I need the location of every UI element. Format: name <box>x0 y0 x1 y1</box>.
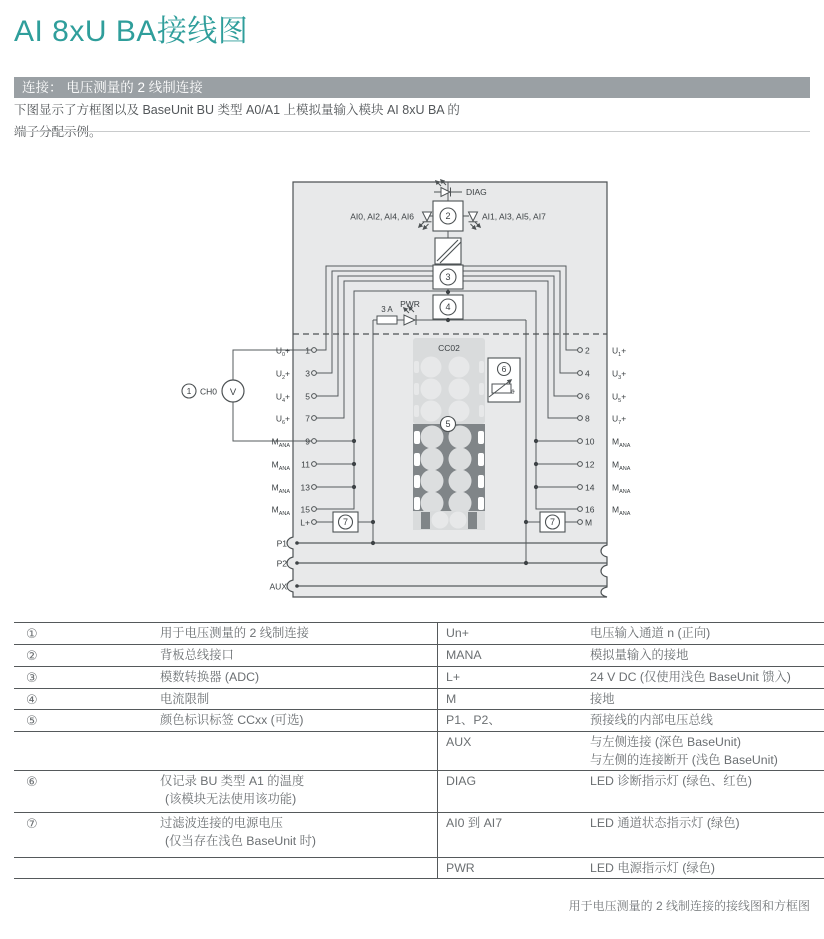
terminal-number: 15 <box>300 504 310 515</box>
legend-term: M <box>438 688 591 710</box>
legend-term-desc: LED 诊断指示灯 (绿色、红色) <box>590 773 752 788</box>
aux-label: AUX <box>269 581 287 592</box>
terminal-number: 2 <box>585 345 590 356</box>
channel-leds-left-label: AI0, AI2, AI4, AI6 <box>350 211 414 222</box>
fuse-label: 3 A <box>381 305 393 314</box>
p1-label: P1 <box>276 538 287 549</box>
terminal-labels-left <box>272 346 291 518</box>
diag-led-label: DIAG <box>466 187 487 197</box>
table-row <box>14 770 824 812</box>
legend-badge: ⑦ <box>14 812 160 857</box>
ch0-label: CH0 <box>200 386 218 397</box>
legend-term: PWR <box>438 857 591 878</box>
table-row <box>14 623 824 645</box>
legend-desc: 模数转换器 (ADC) <box>160 669 260 684</box>
terminal-number: M <box>585 517 593 528</box>
temperature-sensor-box <box>488 358 520 402</box>
color-code-badge <box>441 417 456 432</box>
legend-badge: ① <box>14 623 160 645</box>
terminal-number: 6 <box>585 391 590 402</box>
galvanic-isolation-icon <box>435 238 461 264</box>
legend-desc: 用于电压测量的 2 线制连接 <box>160 626 309 640</box>
terminal-number: L+ <box>300 517 310 528</box>
terminal-number: 7 <box>305 413 310 424</box>
intro-line-1: 下图显示了方框图以及 BaseUnit BU 类型 A0/A1 上模拟量输入模块 AI 8xU BA 的 <box>14 103 460 117</box>
legend-table <box>14 622 824 879</box>
terminal-number: 12 <box>585 459 595 470</box>
theta-symbol: ϑ <box>511 389 515 396</box>
table-row <box>14 857 824 878</box>
legend-desc: 仅记录 BU 类型 A1 的温度 <box>160 773 305 788</box>
table-row <box>14 710 824 732</box>
terminal-number: 1 <box>305 345 310 356</box>
legend-term: AI0 到 AI7 <box>438 812 591 857</box>
terminal-labels-right <box>612 346 631 518</box>
legend-desc: 颜色标识标签 CCxx (可选) <box>160 713 304 728</box>
table-row <box>14 666 824 688</box>
legend-term-desc: 模拟量输入的接地 <box>590 647 689 662</box>
svg-text:2: 2 <box>445 211 451 222</box>
figure-caption: 用于电压测量的 2 线制连接的接线图和方框图 <box>568 899 810 913</box>
legend-badge: ② <box>14 644 160 666</box>
svg-text:MANA: $M_{ANA}$ <box>612 436 631 449</box>
svg-text:MANA: $M_{ANA}$ <box>612 459 631 472</box>
legend-desc: (仅当存在浅色 BaseUnit 时) <box>165 833 316 848</box>
svg-text:MANA: $M_{ANA}$ <box>271 482 290 495</box>
terminal-number: 8 <box>585 413 590 424</box>
svg-text:U7+: $U_7+$ <box>612 413 627 426</box>
legend-desc: (该模块无法使用该功能) <box>165 791 297 806</box>
legend-badge: ④ <box>14 688 160 710</box>
page-title: AI 8xU BA接线图 <box>14 15 249 48</box>
terminal-number: 16 <box>585 504 595 515</box>
adc-box <box>433 265 463 289</box>
power-rail-labels <box>270 539 288 592</box>
divider-rule <box>14 131 810 132</box>
legend-desc: 电流限制 <box>160 691 210 706</box>
svg-text:6: 6 <box>501 364 507 374</box>
legend-badge <box>14 732 160 771</box>
legend-term-desc: 与左侧连接 (深色 BaseUnit) <box>590 735 741 750</box>
legend-term: MANA <box>438 644 591 666</box>
legend-term-desc: LED 通道状态指示灯 (绿色) <box>590 815 740 830</box>
terminal-number: 9 <box>305 436 310 447</box>
legend-desc: 背板总线接口 <box>160 647 234 662</box>
legend-term: P1、P2、 <box>438 710 591 732</box>
legend-term-desc: 电压输入通道 n (正向) <box>590 626 711 640</box>
legend-desc: 过滤波连接的电源电压 <box>160 815 283 830</box>
legend-term-desc: 与左侧的连接断开 (浅色 BaseUnit) <box>590 753 778 768</box>
terminal-number: 5 <box>305 391 310 402</box>
svg-text:U0+: $U_0+$ <box>275 345 290 358</box>
svg-text:U6+: $U_6+$ <box>275 413 290 426</box>
svg-text:U5+: $U_5+$ <box>612 391 627 404</box>
terminal-number: 14 <box>585 482 595 493</box>
svg-text:MANA: $M_{ANA}$ <box>612 482 631 495</box>
svg-text:7: 7 <box>342 517 349 528</box>
p2-label: P2 <box>276 558 287 569</box>
svg-text:3: 3 <box>445 272 451 283</box>
legend-term-desc: 预接线的内部电压总线 <box>590 713 713 728</box>
filter-box-left <box>333 512 358 532</box>
svg-text:5: 5 <box>445 419 451 430</box>
legend-term-desc: LED 电源指示灯 (绿色) <box>590 860 716 875</box>
terminal-number: 3 <box>305 368 310 379</box>
table-row <box>14 688 824 710</box>
legend-term: L+ <box>438 666 591 688</box>
terminal-number: 4 <box>585 368 590 379</box>
svg-text:MANA: $M_{ANA}$ <box>612 504 631 517</box>
intro-paragraph <box>14 99 460 143</box>
voltmeter-label: V <box>229 386 237 398</box>
current-limit-box <box>433 295 463 319</box>
svg-text:7: 7 <box>549 517 556 528</box>
intro-line-2: 端子分配示例。 <box>14 125 102 139</box>
legend-badge <box>14 857 160 878</box>
legend-term-desc: 接地 <box>590 691 615 706</box>
legend-term: DIAG <box>438 770 591 812</box>
section-header-bar <box>14 77 810 98</box>
table-row <box>14 812 824 857</box>
legend-term: AUX <box>438 732 591 771</box>
svg-text:U3+: $U_3+$ <box>612 368 627 381</box>
channel0-voltmeter <box>182 380 244 402</box>
svg-text:MANA: $M_{ANA}$ <box>271 504 290 517</box>
legend-badge: ⑤ <box>14 710 160 732</box>
svg-text:1: 1 <box>186 386 192 397</box>
wiring-diagram <box>0 168 824 613</box>
svg-text:4: 4 <box>445 302 451 313</box>
color-code-label-block <box>413 338 485 530</box>
svg-text:MANA: $M_{ANA}$ <box>271 436 290 449</box>
svg-text:U2+: $U_2+$ <box>275 368 290 381</box>
table-row <box>14 644 824 666</box>
filter-box-right <box>540 512 565 532</box>
svg-text:U1+: $U_1+$ <box>612 345 627 358</box>
terminal-number: 10 <box>585 436 595 447</box>
legend-badge: ⑥ <box>14 770 160 812</box>
table-row <box>14 732 824 771</box>
terminal-number: 13 <box>300 482 310 493</box>
channel-leds-right-label: AI1, AI3, AI5, AI7 <box>482 211 546 222</box>
svg-text:U4+: $U_4+$ <box>275 391 290 404</box>
pwr-led-label: PWR <box>400 299 420 309</box>
legend-term: Un+ <box>438 623 591 645</box>
legend-term-desc: 24 V DC (仅使用浅色 BaseUnit 馈入) <box>590 669 791 684</box>
legend-badge: ③ <box>14 666 160 688</box>
terminal-number: 11 <box>301 459 310 470</box>
cc02-label: CC02 <box>438 343 460 353</box>
section-header-label: 连接： 电压测量的 2 线制连接 <box>22 80 203 95</box>
svg-text:MANA: $M_{ANA}$ <box>271 459 290 472</box>
backplane-interface-box <box>433 201 463 231</box>
